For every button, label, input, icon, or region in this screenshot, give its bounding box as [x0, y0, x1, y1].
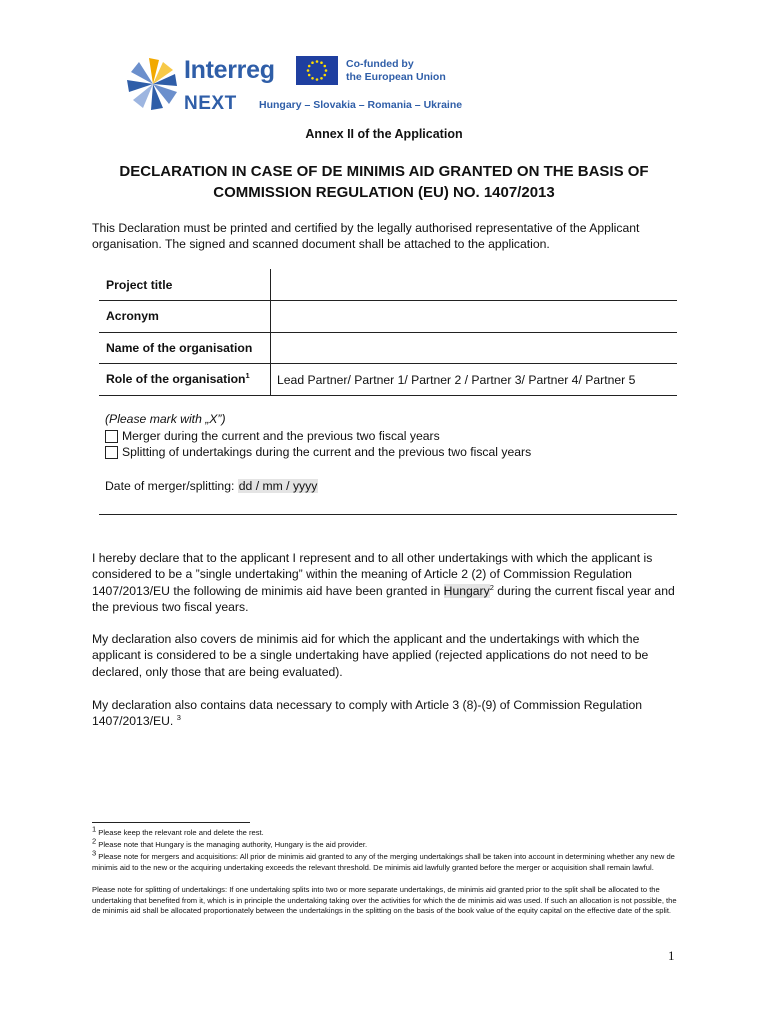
- footnote-number: 2: [92, 836, 97, 846]
- program-countries: Hungary – Slovakia – Romania – Ukraine: [259, 99, 463, 111]
- footnote-2: [92, 836, 678, 851]
- footnote-text: Please note for mergers and acquisitions: All prior de minimis aid granted to any of the merging undertakings shall be taken into account in determining whether any new de minimis aid to the new or the acquiring undertaking exceeds the relevant threshold. De minimis aid lawfully granted before the merger or acquisition shall remain lawful.: [92, 852, 675, 872]
- annex-label: Annex II of the Application: [305, 127, 463, 141]
- table-label: Name of the organisation: [106, 341, 253, 355]
- eu-star-icon: [316, 60, 319, 63]
- checkbox-label: Merger during the current and the previous two fiscal years: [122, 429, 440, 443]
- title-line2: COMMISSION REGULATION (EU) NO. 1407/2013: [213, 184, 555, 201]
- eu-star-icon: [320, 61, 323, 64]
- declaration-text: I hereby declare that to the applicant I represent and to all other undertakings with which the applicant is considered to be a ”single undertaking” within the meaning of Article 2 (2) of Commission Regulation 1407/2013/EU the following de minimis aid have been granted in: [92, 551, 653, 598]
- cofund-line1: Co-funded by: [346, 58, 414, 70]
- eu-star-icon: [323, 74, 326, 77]
- footnote-4: Please note for splitting of undertakings: If one undertaking splits into two or more separate undertakings, de minimis aid granted prior to the split shall be allocated to the undertaking that benefited from it, which is in principle the undertaking taking over the activities for which the de minimis aid was used. If such an allocation is not possible, the de minimis aid shall be allocated proportionately between the undertakings in the splitting on the basis of the book value of the equity capital on the effective date of the split.: [92, 885, 677, 916]
- eu-star-icon: [311, 77, 314, 80]
- program-name: Interreg: [184, 56, 275, 84]
- date-field[interactable]: dd / mm / yyyy: [238, 479, 318, 493]
- merger-option[interactable]: [105, 429, 440, 443]
- page-number: 1: [668, 948, 675, 963]
- footnote-ref: 1: [245, 370, 250, 380]
- cofund-label: [346, 58, 446, 84]
- declaration-paragraph-2: My declaration also covers de minimis aid for which the applicant and the undertakings with which the applicant is considered to be a single undertaking have applied (rejected applications do not need to be declared, only those that are being evaluated).: [92, 632, 649, 679]
- applicant-info-table: [99, 269, 677, 396]
- eu-star-icon: [307, 69, 310, 72]
- eu-star-icon: [320, 77, 323, 80]
- declaration-text: My declaration also contains data necessary to comply with Article 3 (8)-(9) of Commission Regulation 1407/2013/EU.: [92, 698, 643, 729]
- splitting-option[interactable]: [105, 445, 531, 459]
- eu-star-icon: [308, 74, 311, 77]
- declaration-paragraph-1: [92, 550, 678, 615]
- eu-flag-icon: [296, 56, 338, 85]
- interreg-logo-icon: [124, 55, 182, 113]
- footnote-number: 3: [92, 848, 97, 858]
- eu-star-icon: [316, 78, 319, 81]
- mark-hint: (Please mark with „X”): [105, 412, 226, 426]
- table-label: [106, 372, 250, 386]
- eu-star-icon: [323, 65, 326, 68]
- aid-country: Hungary: [443, 583, 490, 598]
- title-line1: DECLARATION IN CASE OF DE MINIMIS AID GRANTED ON THE BASIS OF: [119, 163, 649, 180]
- declaration-paragraph-3: [92, 697, 678, 730]
- footnote-ref: 3: [176, 713, 181, 723]
- declaration-text: during the current fiscal year and the previous two fiscal years.: [92, 583, 675, 614]
- footnote-number: 1: [92, 824, 97, 834]
- table-row-project-title: [99, 269, 677, 301]
- footnote-1: [92, 824, 678, 839]
- footnote-text: Please note that Hungary is the managing authority, Hungary is the aid provider.: [98, 840, 368, 849]
- page-title: [100, 161, 668, 203]
- table-row-organisation-name: [99, 333, 677, 364]
- role-label-text: Role of the organisation: [106, 372, 246, 386]
- table-label: Acronym: [106, 309, 159, 323]
- footnote-text: Please keep the relevant role and delete the rest.: [98, 828, 264, 837]
- eu-star-icon: [311, 61, 314, 64]
- footnote-rule: [92, 822, 250, 823]
- intro-text: This Declaration must be printed and certified by the legally authorised representative of the Applicant organisation. The signed and scanned document shall be attached to the application.: [92, 221, 640, 252]
- eu-star-icon: [308, 65, 311, 68]
- date-label: Date of merger/splitting:: [105, 479, 238, 493]
- merger-checkbox[interactable]: [105, 430, 118, 443]
- eu-star-icon: [325, 69, 328, 72]
- table-label: Project title: [106, 278, 173, 292]
- section-divider: [99, 514, 677, 515]
- splitting-checkbox[interactable]: [105, 446, 118, 459]
- date-row: [105, 479, 318, 493]
- footnote-3: [92, 848, 678, 873]
- cofund-line2: the European Union: [346, 71, 446, 83]
- table-row-acronym: [99, 301, 677, 333]
- footnote-ref: 2: [489, 582, 494, 592]
- organisation-role-field[interactable]: Lead Partner/ Partner 1/ Partner 2 / Partner 3/ Partner 4/ Partner 5: [277, 373, 636, 387]
- program-suffix: NEXT: [184, 93, 237, 114]
- checkbox-label: Splitting of undertakings during the current and the previous two fiscal years: [122, 445, 532, 459]
- table-row-organisation-role: [99, 364, 677, 396]
